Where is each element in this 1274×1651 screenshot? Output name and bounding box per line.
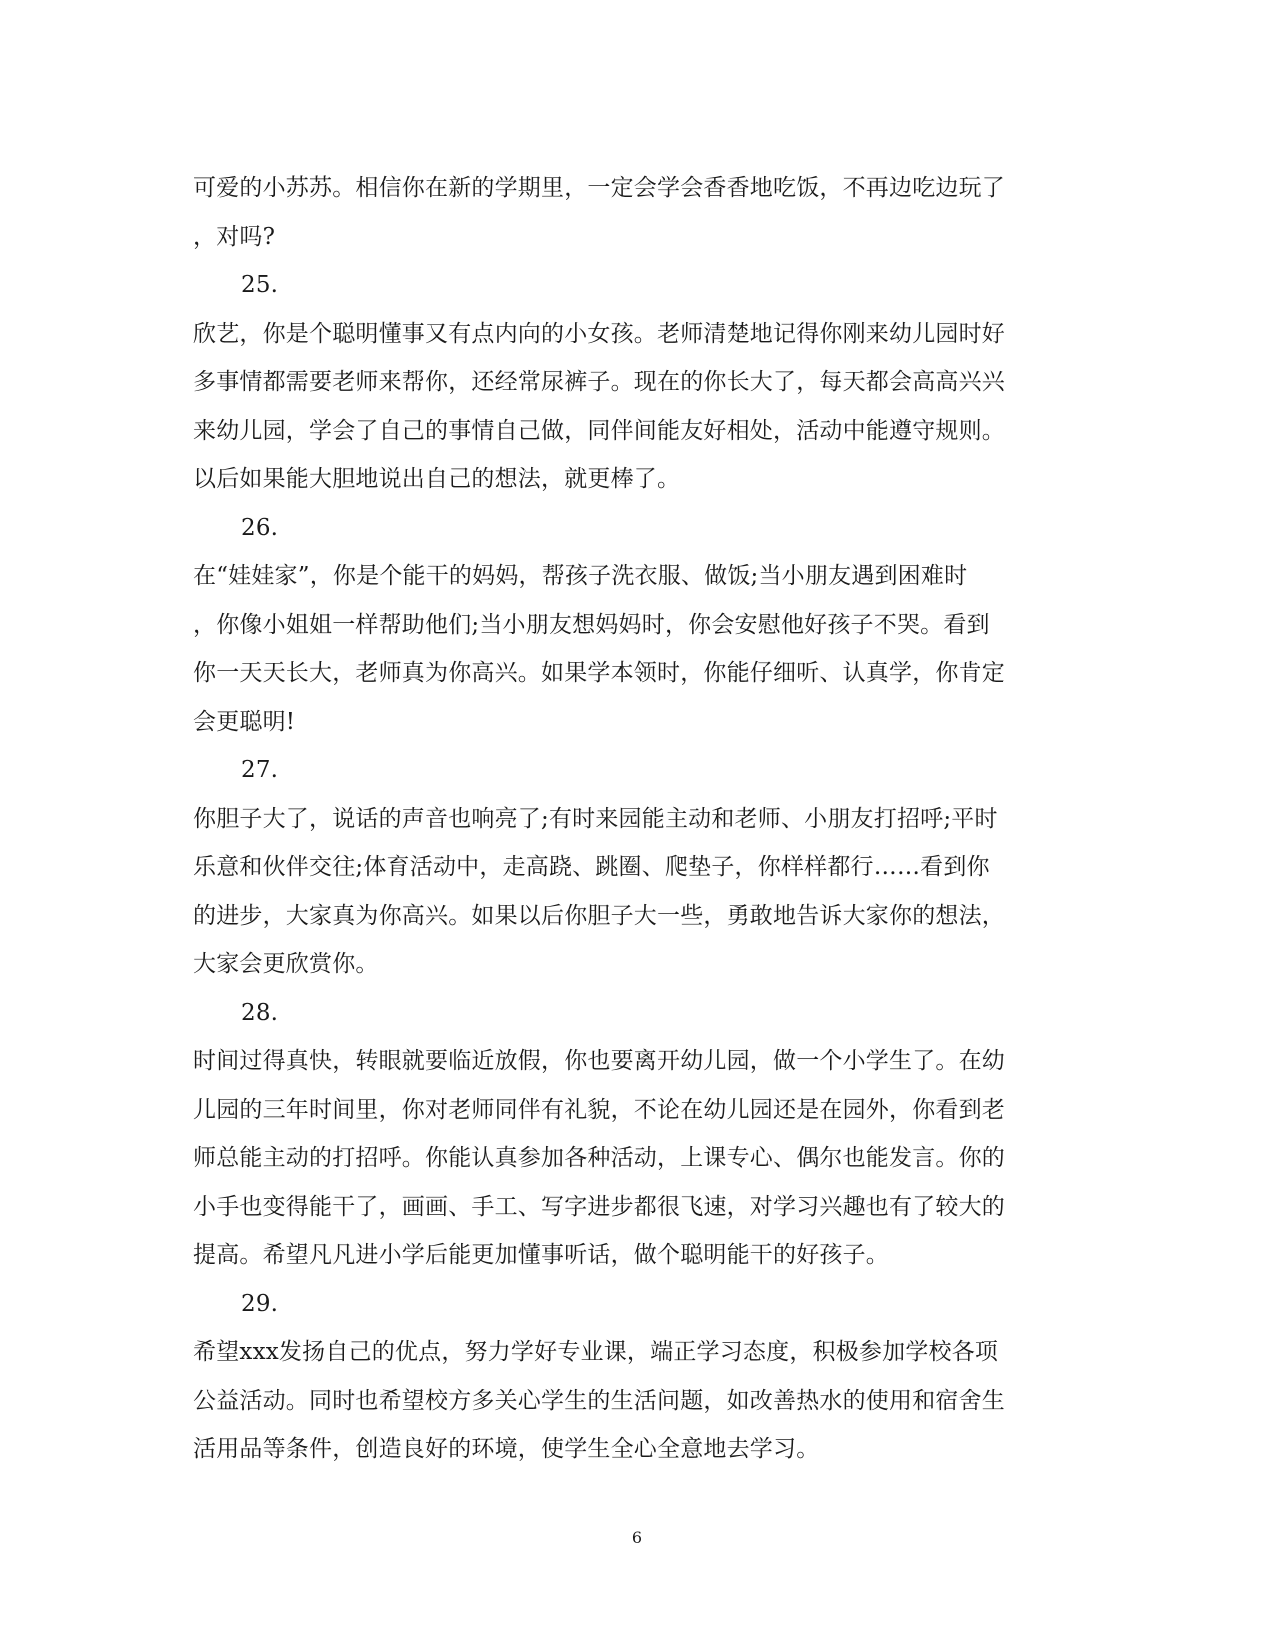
text-line: 乐意和伙伴交往;体育活动中，走高跷、跳圈、爬垫子，你样样都行……看到你 <box>193 854 990 880</box>
text-line: 小手也变得能干了，画画、手工、写字进步都很飞速，对学习兴趣也有了较大的 <box>193 1193 1005 1220</box>
text-line: 大家会更欣赏你。 <box>193 951 379 977</box>
text-line: 时间过得真快，转眼就要临近放假，你也要离开幼儿园，做一个小学生了。在幼 <box>193 1048 1005 1074</box>
text-line: ，对吗? <box>193 223 276 250</box>
text-line: 的进步，大家真为你高兴。如果以后你胆子大一些，勇敢地告诉大家你的想法， <box>193 902 1005 929</box>
item-number: 27. <box>241 757 279 783</box>
text-line: 希望xxx发扬自己的优点，努力学好专业课，端正学习态度，积极参加学校各项 <box>193 1339 999 1365</box>
text-line: 你一天天长大，老师真为你高兴。如果学本领时，你能仔细听、认真学，你肯定 <box>193 660 1005 686</box>
item-number: 26. <box>241 514 279 541</box>
text-line: 公益活动。同时也希望校方多关心学生的生活问题，如改善热水的使用和宿舍生 <box>193 1387 1005 1414</box>
document-body <box>193 164 1073 1474</box>
item-number: 25. <box>241 272 279 298</box>
text-line: 儿园的三年时间里，你对老师同伴有礼貌，不论在幼儿园还是在园外，你看到老 <box>193 1096 1005 1123</box>
text-line: 师总能主动的打招呼。你能认真参加各种活动，上课专心、偶尔也能发言。你的 <box>193 1145 1005 1171</box>
text-line: 可爱的小苏苏。相信你在新的学期里，一定会学会香香地吃饭，不再边吃边玩了 <box>193 175 1005 201</box>
text-line: 多事情都需要老师来帮你，还经常尿裤子。现在的你长大了，每天都会高高兴兴 <box>193 369 1005 395</box>
text-line: 会更聪明! <box>193 708 296 735</box>
text-line: 提高。希望凡凡进小学后能更加懂事听话，做个聪明能干的好孩子。 <box>193 1242 889 1268</box>
text-line: 活用品等条件，创造良好的环境，使学生全心全意地去学习。 <box>193 1436 820 1462</box>
text-line: 以后如果能大胆地说出自己的想法，就更棒了。 <box>193 466 681 492</box>
item-number: 29. <box>241 1290 279 1317</box>
text-line: ，你像小姐姐一样帮助他们;当小朋友想妈妈时，你会安慰他好孩子不哭。看到 <box>193 611 990 638</box>
text-line: 在“娃娃家”，你是个能干的妈妈，帮孩子洗衣服、做饭;当小朋友遇到困难时 <box>193 563 968 589</box>
item-number: 28. <box>241 999 279 1026</box>
page-number: 6 <box>631 1528 643 1547</box>
text-line: 你胆子大了，说话的声音也响亮了;有时来园能主动和老师、小朋友打招呼;平时 <box>193 805 998 832</box>
text-line: 来幼儿园，学会了自己的事情自己做，同伴间能友好相处，活动中能遵守规则。 <box>193 417 1005 444</box>
text-line: 欣艺，你是个聪明懂事又有点内向的小女孩。老师清楚地记得你刚来幼儿园时好 <box>193 320 1005 347</box>
